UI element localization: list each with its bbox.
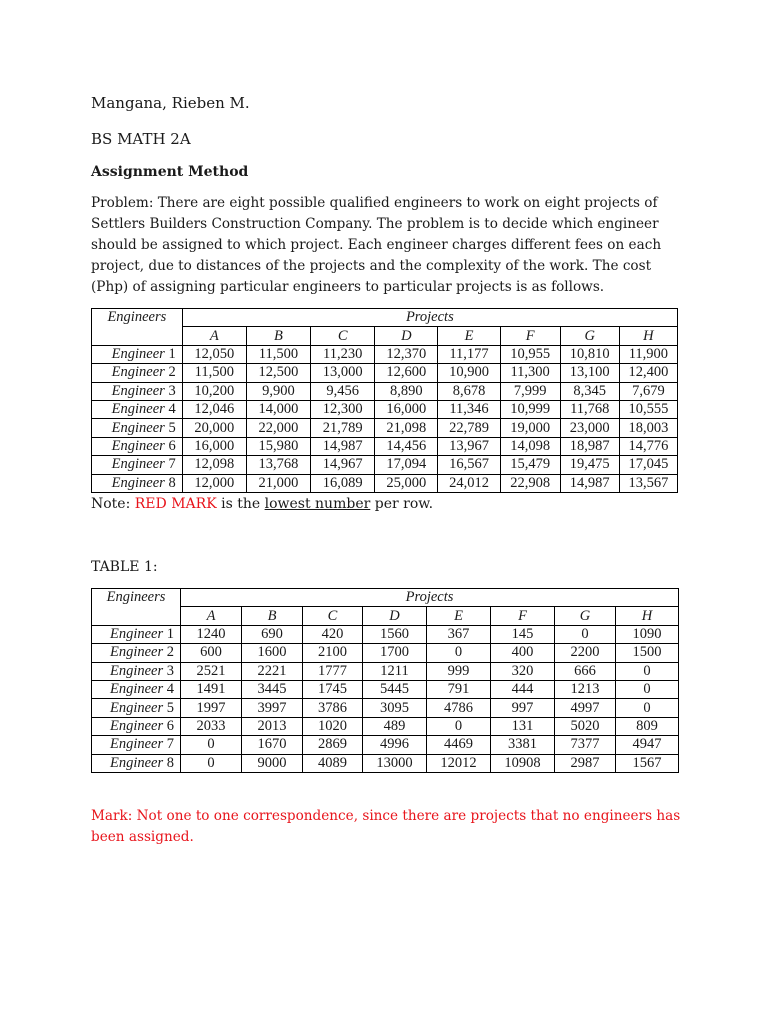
engineer-label xyxy=(92,345,183,363)
engineer-number: 3 xyxy=(168,382,176,399)
table-cell: 2987 xyxy=(555,754,616,772)
engineer-label xyxy=(92,437,183,455)
table-cell: 17,045 xyxy=(619,456,677,474)
engineer-label-text: Engineer xyxy=(109,625,164,642)
column-header: E xyxy=(427,607,491,625)
mark-conclusion: Mark: Not one to one correspondence, since there are projects that no engineers has been assigned. xyxy=(91,808,681,845)
table-header-row xyxy=(92,589,679,607)
table-cell: 20,000 xyxy=(182,419,246,437)
table-cell: 2033 xyxy=(181,717,242,735)
engineer-label-text: Engineer xyxy=(111,364,165,381)
table-cell: 12,370 xyxy=(375,345,438,363)
table-cell: 3786 xyxy=(303,699,363,717)
table-cell: 999 xyxy=(427,662,491,680)
table-cell: 14,456 xyxy=(375,437,438,455)
table-cell: 11,230 xyxy=(311,345,375,363)
column-header: D xyxy=(363,607,427,625)
table-cell: 18,003 xyxy=(619,419,677,437)
table-cell: 2869 xyxy=(303,736,363,754)
group-header: Projects xyxy=(181,589,679,607)
table-row xyxy=(92,662,679,680)
problem-statement: Problem: There are eight possible qualified engineers to work on eight projects of Settlers Builders Construction Company. The problem is to decide which engineer should be assigned to which project. Each engineer charges different fees on each project, due to distances of the projects and the complexity of the work. The cost (Php) of assigning particular engineers to particular projects is as follows. xyxy=(91,195,662,295)
table-cell: 19,475 xyxy=(560,456,619,474)
engineer-label xyxy=(92,699,181,717)
table-cell: 13,000 xyxy=(311,364,375,382)
table-cell: 11,500 xyxy=(246,345,310,363)
column-header: E xyxy=(438,327,500,345)
table-cell: 21,000 xyxy=(246,474,310,492)
column-header: D xyxy=(375,327,438,345)
engineer-label xyxy=(92,419,183,437)
table-cell: 666 xyxy=(555,662,616,680)
table-cell: 690 xyxy=(242,625,303,643)
table-cell: 16,089 xyxy=(311,474,375,492)
column-header: B xyxy=(246,327,310,345)
table-cell: 14,776 xyxy=(619,437,677,455)
table-cell: 25,000 xyxy=(375,474,438,492)
column-header-row xyxy=(92,607,679,625)
engineer-label xyxy=(92,625,181,643)
table-cell: 3997 xyxy=(242,699,303,717)
table-cell: 0 xyxy=(555,625,616,643)
table-cell: 17,094 xyxy=(375,456,438,474)
engineer-label xyxy=(92,717,181,735)
table-cell: 5445 xyxy=(363,680,427,698)
table-cell: 9,900 xyxy=(246,382,310,400)
note-text xyxy=(91,494,433,515)
table-cell: 11,346 xyxy=(438,400,500,418)
table-row xyxy=(92,419,678,437)
table-cell: 12,046 xyxy=(182,400,246,418)
engineer-label-text: Engineer xyxy=(109,754,164,771)
table-cell: 1700 xyxy=(363,644,427,662)
table-cell: 2100 xyxy=(303,644,363,662)
engineer-number: 4 xyxy=(166,681,174,698)
engineer-label xyxy=(92,736,181,754)
table-row xyxy=(92,736,679,754)
note-prefix: Note: xyxy=(91,496,135,512)
red-mark-label: RED MARK xyxy=(134,496,217,512)
engineer-label-text: Engineer xyxy=(109,717,164,734)
engineer-number: 6 xyxy=(166,717,174,734)
row-header: Engineers xyxy=(92,309,183,346)
table-cell: 22,908 xyxy=(500,474,560,492)
engineer-label-text: Engineer xyxy=(111,456,165,473)
table-cell: 0 xyxy=(616,699,679,717)
engineer-label xyxy=(92,456,183,474)
table-cell: 1670 xyxy=(242,736,303,754)
table-cell: 320 xyxy=(491,662,555,680)
table-cell: 12012 xyxy=(427,754,491,772)
table-cell: 0 xyxy=(427,717,491,735)
table-cell: 1500 xyxy=(616,644,679,662)
table-cell: 9000 xyxy=(242,754,303,772)
table-cell: 14,000 xyxy=(246,400,310,418)
engineer-label-text: Engineer xyxy=(109,662,164,679)
engineer-number: 2 xyxy=(168,364,176,381)
note-suffix: per row. xyxy=(370,496,434,512)
engineer-label-text: Engineer xyxy=(111,382,165,399)
course-section: BS MATH 2A xyxy=(91,130,191,148)
table-cell: 11,177 xyxy=(438,345,500,363)
table-cell: 10908 xyxy=(491,754,555,772)
table-cell: 11,500 xyxy=(182,364,246,382)
table-cell: 2200 xyxy=(555,644,616,662)
engineer-label xyxy=(92,382,183,400)
column-header: C xyxy=(311,327,375,345)
table-cell: 9,456 xyxy=(311,382,375,400)
group-header: Projects xyxy=(182,309,677,327)
table-cell: 13,100 xyxy=(560,364,619,382)
table-cell: 1213 xyxy=(555,680,616,698)
table-row xyxy=(92,456,678,474)
table-cell: 4786 xyxy=(427,699,491,717)
column-header: F xyxy=(491,607,555,625)
table-row xyxy=(92,754,679,772)
table-row xyxy=(92,364,678,382)
table-cell: 420 xyxy=(303,625,363,643)
column-header: F xyxy=(500,327,560,345)
lowest-number-text: lowest number xyxy=(264,496,371,512)
table-row xyxy=(92,644,679,662)
engineer-number: 6 xyxy=(168,437,176,454)
table-cell: 791 xyxy=(427,680,491,698)
engineer-label xyxy=(92,644,181,662)
table-cell: 1997 xyxy=(181,699,242,717)
table-cell: 1491 xyxy=(181,680,242,698)
table-cell: 11,300 xyxy=(500,364,560,382)
note-middle: is the xyxy=(216,496,265,512)
table-cell: 19,000 xyxy=(500,419,560,437)
table-row xyxy=(92,382,678,400)
engineer-label-text: Engineer xyxy=(109,736,164,753)
table-cell: 13,768 xyxy=(246,456,310,474)
engineer-number: 7 xyxy=(166,736,174,753)
column-header: G xyxy=(555,607,616,625)
table-row xyxy=(92,437,678,455)
column-header: A xyxy=(181,607,242,625)
table-cell: 444 xyxy=(491,680,555,698)
table-row xyxy=(92,474,678,492)
table-cell: 15,479 xyxy=(500,456,560,474)
column-header: C xyxy=(303,607,363,625)
engineer-label xyxy=(92,754,181,772)
table-cell: 2013 xyxy=(242,717,303,735)
table-cell: 997 xyxy=(491,699,555,717)
table-row xyxy=(92,717,679,735)
engineer-label-text: Engineer xyxy=(109,699,164,716)
table-cell: 0 xyxy=(181,754,242,772)
table-cell: 4469 xyxy=(427,736,491,754)
engineer-label xyxy=(92,662,181,680)
table-cell: 1020 xyxy=(303,717,363,735)
table-cell: 13,967 xyxy=(438,437,500,455)
table-cell: 131 xyxy=(491,717,555,735)
table1-label: TABLE 1: xyxy=(91,559,158,575)
table-cell: 12,050 xyxy=(182,345,246,363)
table-cell: 14,098 xyxy=(500,437,560,455)
engineer-label-text: Engineer xyxy=(111,419,165,436)
table-cell: 14,987 xyxy=(560,474,619,492)
table-cell: 16,000 xyxy=(375,400,438,418)
table-cell: 8,345 xyxy=(560,382,619,400)
table-cell: 10,810 xyxy=(560,345,619,363)
engineer-number: 8 xyxy=(168,474,176,491)
column-header: H xyxy=(616,607,679,625)
table-row xyxy=(92,680,679,698)
table-cell: 10,555 xyxy=(619,400,677,418)
table-cell: 12,300 xyxy=(311,400,375,418)
table-cell: 145 xyxy=(491,625,555,643)
table-cell: 489 xyxy=(363,717,427,735)
table-cell: 22,000 xyxy=(246,419,310,437)
table-cell: 0 xyxy=(616,662,679,680)
table-cell: 4089 xyxy=(303,754,363,772)
table-cell: 400 xyxy=(491,644,555,662)
table-cell: 21,789 xyxy=(311,419,375,437)
engineer-label xyxy=(92,364,183,382)
table-cell: 1600 xyxy=(242,644,303,662)
table-cell: 11,900 xyxy=(619,345,677,363)
table-cell: 14,967 xyxy=(311,456,375,474)
table-cell: 24,012 xyxy=(438,474,500,492)
table-cell: 1240 xyxy=(181,625,242,643)
engineer-label-text: Engineer xyxy=(109,681,164,698)
table-cell: 1211 xyxy=(363,662,427,680)
engineer-number: 7 xyxy=(168,456,176,473)
row-header: Engineers xyxy=(92,589,181,626)
table-cell: 8,890 xyxy=(375,382,438,400)
table-cell: 10,200 xyxy=(182,382,246,400)
table-cell: 5020 xyxy=(555,717,616,735)
table-cell: 2521 xyxy=(181,662,242,680)
table-cell: 18,987 xyxy=(560,437,619,455)
table-cell: 809 xyxy=(616,717,679,735)
engineer-number: 1 xyxy=(168,345,176,362)
table-cell: 8,678 xyxy=(438,382,500,400)
engineer-number: 3 xyxy=(166,662,174,679)
table-cell: 0 xyxy=(181,736,242,754)
table-cell: 13,567 xyxy=(619,474,677,492)
table-header-row xyxy=(92,309,678,327)
table-cell: 4947 xyxy=(616,736,679,754)
table-cell: 0 xyxy=(427,644,491,662)
student-name: Mangana, Rieben M. xyxy=(91,94,250,112)
table-cell: 21,098 xyxy=(375,419,438,437)
engineer-label-text: Engineer xyxy=(111,401,165,418)
column-header: A xyxy=(182,327,246,345)
engineer-label-text: Engineer xyxy=(111,437,165,454)
engineer-label xyxy=(92,680,181,698)
engineer-number: 4 xyxy=(168,401,176,418)
table-cell: 3445 xyxy=(242,680,303,698)
table-cell: 367 xyxy=(427,625,491,643)
table-cell: 0 xyxy=(616,680,679,698)
column-header: G xyxy=(560,327,619,345)
table-cell: 2221 xyxy=(242,662,303,680)
table-cell: 600 xyxy=(181,644,242,662)
document-title: Assignment Method xyxy=(91,164,249,180)
table-cell: 7,999 xyxy=(500,382,560,400)
engineer-number: 5 xyxy=(166,699,174,716)
table-cell: 10,955 xyxy=(500,345,560,363)
table-cell: 1560 xyxy=(363,625,427,643)
engineer-label-text: Engineer xyxy=(109,644,164,661)
cost-table xyxy=(91,308,678,493)
engineer-number: 1 xyxy=(166,625,174,642)
table-cell: 7,679 xyxy=(619,382,677,400)
table-cell: 22,789 xyxy=(438,419,500,437)
column-header: B xyxy=(242,607,303,625)
table-cell: 10,999 xyxy=(500,400,560,418)
table-cell: 7377 xyxy=(555,736,616,754)
table-cell: 3095 xyxy=(363,699,427,717)
engineer-label-text: Engineer xyxy=(111,345,165,362)
table-cell: 12,600 xyxy=(375,364,438,382)
engineer-number: 8 xyxy=(166,754,174,771)
table-cell: 1090 xyxy=(616,625,679,643)
table-cell: 16,567 xyxy=(438,456,500,474)
table-cell: 11,768 xyxy=(560,400,619,418)
table-cell: 1567 xyxy=(616,754,679,772)
engineer-number: 2 xyxy=(166,644,174,661)
table-row xyxy=(92,400,678,418)
engineer-number: 5 xyxy=(168,419,176,436)
table-cell: 3381 xyxy=(491,736,555,754)
column-header: H xyxy=(619,327,677,345)
table-row xyxy=(92,699,679,717)
table-cell: 12,000 xyxy=(182,474,246,492)
table-cell: 12,500 xyxy=(246,364,310,382)
engineer-label xyxy=(92,474,183,492)
table-cell: 1745 xyxy=(303,680,363,698)
engineer-label xyxy=(92,400,183,418)
reduced-table xyxy=(91,588,679,773)
table-cell: 4996 xyxy=(363,736,427,754)
table-cell: 4997 xyxy=(555,699,616,717)
engineer-label-text: Engineer xyxy=(111,474,165,491)
table-cell: 10,900 xyxy=(438,364,500,382)
table-cell: 1777 xyxy=(303,662,363,680)
table-cell: 23,000 xyxy=(560,419,619,437)
table-row xyxy=(92,625,679,643)
table-cell: 12,098 xyxy=(182,456,246,474)
table-cell: 14,987 xyxy=(311,437,375,455)
table-row xyxy=(92,345,678,363)
table-cell: 13000 xyxy=(363,754,427,772)
table-cell: 16,000 xyxy=(182,437,246,455)
table-cell: 15,980 xyxy=(246,437,310,455)
table-cell: 12,400 xyxy=(619,364,677,382)
